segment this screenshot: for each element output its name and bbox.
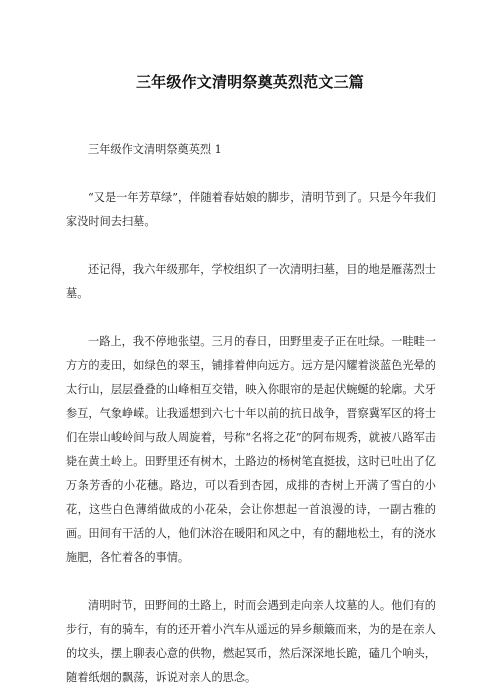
paragraph-4: 清明时节，田野间的土路上，时而会遇到走向亲人坟墓的人。他们有的步行，有的骑车，有的还开着小汽车从遥远的异乡颠簸而来，为的是在亲人的坟头，摆上聊表心意的供物，燃起冥币，然后深深地长跪，磕几个响头，随着纸烟的飘荡，诉说对亲人的思念。 <box>66 599 436 684</box>
paragraph-spacer <box>66 306 436 330</box>
document-body <box>66 138 436 690</box>
section-heading: 三年级作文清明祭奠英烈 1 <box>88 143 222 156</box>
paragraph-spacer <box>66 234 436 258</box>
paragraph-3: 一路上，我不停地张望。三月的春日，田野里麦子正在吐绿。一畦畦一方方的麦田，如绿色的翠玉，铺排着伸向远方。远方是闪耀着淡蓝色光晕的太行山，层层叠叠的山峰相互交错，映入你眼帘的是起伏蜿蜒的轮廓。犬牙参互，气象峥嵘。让我遥想到六七十年以前的抗日战争，晋察冀军区的将士们在崇山峻岭间与敌人周旋着，号称“名将之花”的阿布规秀，就被八路军击毙在黄土岭上。田野里还有树木，土路边的杨树笔直挺拔，这时已吐出了亿万条芳香的小花穗。路边，可以看到杏园，成排的杏树上开满了雪白的小花，这些白色薄绡做成的小花朵，会让你想起一首浪漫的诗，一副古雅的画。田间有干活的人，他们沐浴在暖阳和风之中，有的翻地松土，有的浇水施肥，各忙着各的事情。 <box>66 335 436 564</box>
document-title: 三年级作文清明祭奠英烈范文三篇 <box>135 73 364 91</box>
paragraph-spacer <box>66 162 436 186</box>
paragraph-2: 还记得，我六年级那年，学校组织了一次清明扫墓，目的地是雁荡烈士墓。 <box>66 263 436 300</box>
paragraph-1: “又是一年芳草绿”，伴随着春姑娘的脚步，清明节到了。只是今年我们家没时间去扫墓。 <box>66 191 436 228</box>
paragraph-spacer <box>66 570 436 594</box>
